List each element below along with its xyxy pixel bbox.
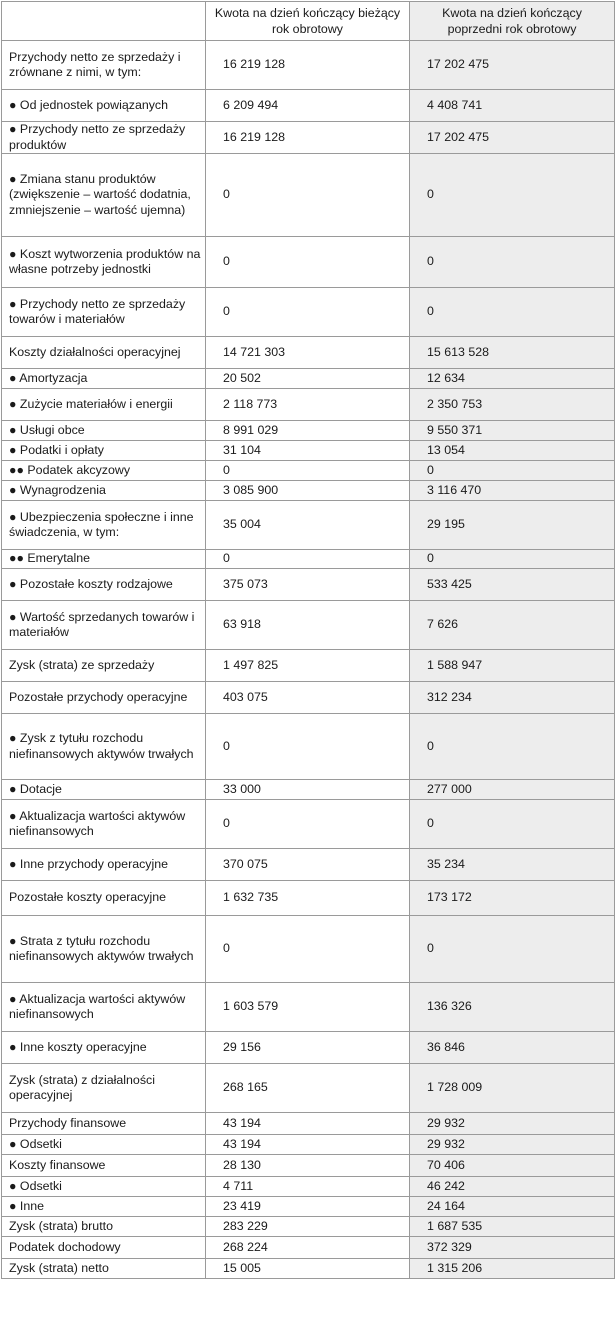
- previous-year-value: 2 350 753: [410, 389, 615, 421]
- current-year-value: 0: [206, 154, 410, 237]
- table-row: [2, 682, 615, 714]
- current-year-value: 268 224: [206, 1237, 410, 1259]
- current-year-value: 0: [206, 288, 410, 337]
- current-year-value: 33 000: [206, 780, 410, 800]
- current-year-value: 43 194: [206, 1135, 410, 1155]
- table-row: [2, 714, 615, 780]
- table-row: [2, 550, 615, 569]
- row-label: Zysk (strata) ze sprzedaży: [2, 650, 206, 682]
- previous-year-value: 17 202 475: [410, 41, 615, 90]
- table-row: [2, 1259, 615, 1279]
- current-year-value: 3 085 900: [206, 481, 410, 501]
- current-year-value: 0: [206, 237, 410, 288]
- previous-year-value: 312 234: [410, 682, 615, 714]
- financial-statement-table: [1, 1, 615, 1279]
- table-row: [2, 569, 615, 601]
- previous-year-value: 372 329: [410, 1237, 615, 1259]
- table-row: [2, 849, 615, 881]
- row-label: Przychody netto ze sprzedaży i zrównane z nimi, w tym:: [2, 41, 206, 90]
- table-row: [2, 389, 615, 421]
- row-label: ● Zużycie materiałów i energii: [2, 389, 206, 421]
- table-row: [2, 1237, 615, 1259]
- row-label: ● Odsetki: [2, 1135, 206, 1155]
- table-row: [2, 288, 615, 337]
- current-year-value: 268 165: [206, 1064, 410, 1113]
- row-label: Zysk (strata) brutto: [2, 1217, 206, 1237]
- row-label: ● Inne koszty operacyjne: [2, 1032, 206, 1064]
- row-label: Zysk (strata) netto: [2, 1259, 206, 1279]
- row-label: ● Koszt wytworzenia produktów na własne potrzeby jednostki: [2, 237, 206, 288]
- current-year-value: 370 075: [206, 849, 410, 881]
- previous-year-value: 173 172: [410, 881, 615, 916]
- row-label: Koszty finansowe: [2, 1155, 206, 1177]
- current-year-value: 1 497 825: [206, 650, 410, 682]
- previous-year-value: 15 613 528: [410, 337, 615, 369]
- previous-year-value: 0: [410, 288, 615, 337]
- previous-year-value: 136 326: [410, 983, 615, 1032]
- table-row: [2, 601, 615, 650]
- row-label: ● Amortyzacja: [2, 369, 206, 389]
- header-current-year: Kwota na dzień kończący bieżący rok obrotowy: [206, 2, 410, 41]
- current-year-value: 0: [206, 461, 410, 481]
- row-label: ● Ubezpieczenia społeczne i inne świadczenia, w tym:: [2, 501, 206, 550]
- table-row: [2, 481, 615, 501]
- current-year-value: 35 004: [206, 501, 410, 550]
- row-label: ● Usługi obce: [2, 421, 206, 441]
- row-label: ●● Emerytalne: [2, 550, 206, 569]
- previous-year-value: 29 195: [410, 501, 615, 550]
- previous-year-value: 46 242: [410, 1177, 615, 1197]
- table-row: [2, 90, 615, 122]
- previous-year-value: 0: [410, 550, 615, 569]
- current-year-value: 29 156: [206, 1032, 410, 1064]
- current-year-value: 0: [206, 916, 410, 983]
- row-label: ●● Podatek akcyzowy: [2, 461, 206, 481]
- table-row: [2, 1177, 615, 1197]
- current-year-value: 1 632 735: [206, 881, 410, 916]
- current-year-value: 20 502: [206, 369, 410, 389]
- row-label: ● Wynagrodzenia: [2, 481, 206, 501]
- previous-year-value: 0: [410, 714, 615, 780]
- table-row: [2, 1135, 615, 1155]
- current-year-value: 16 219 128: [206, 122, 410, 154]
- previous-year-value: 1 588 947: [410, 650, 615, 682]
- current-year-value: 8 991 029: [206, 421, 410, 441]
- table-row: [2, 501, 615, 550]
- table-row: [2, 237, 615, 288]
- current-year-value: 1 603 579: [206, 983, 410, 1032]
- previous-year-value: 1 687 535: [410, 1217, 615, 1237]
- current-year-value: 0: [206, 714, 410, 780]
- table-row: [2, 881, 615, 916]
- row-label: ● Strata z tytułu rozchodu niefinansowych aktywów trwałych: [2, 916, 206, 983]
- table-row: [2, 983, 615, 1032]
- table-row: [2, 1197, 615, 1217]
- previous-year-value: 0: [410, 916, 615, 983]
- previous-year-value: 4 408 741: [410, 90, 615, 122]
- table-row: [2, 421, 615, 441]
- previous-year-value: 533 425: [410, 569, 615, 601]
- row-label: Koszty działalności operacyjnej: [2, 337, 206, 369]
- row-label: ● Aktualizacja wartości aktywów niefinansowych: [2, 800, 206, 849]
- table-row: [2, 916, 615, 983]
- previous-year-value: 13 054: [410, 441, 615, 461]
- table-row: [2, 1155, 615, 1177]
- previous-year-value: 12 634: [410, 369, 615, 389]
- current-year-value: 0: [206, 800, 410, 849]
- current-year-value: 43 194: [206, 1113, 410, 1135]
- current-year-value: 14 721 303: [206, 337, 410, 369]
- current-year-value: 15 005: [206, 1259, 410, 1279]
- row-label: ● Inne przychody operacyjne: [2, 849, 206, 881]
- table-row: [2, 1113, 615, 1135]
- header-row: [2, 2, 615, 41]
- previous-year-value: 0: [410, 461, 615, 481]
- previous-year-value: 7 626: [410, 601, 615, 650]
- previous-year-value: 17 202 475: [410, 122, 615, 154]
- header-previous-year: Kwota na dzień kończący poprzedni rok obrotowy: [410, 2, 615, 41]
- previous-year-value: 70 406: [410, 1155, 615, 1177]
- current-year-value: 403 075: [206, 682, 410, 714]
- current-year-value: 31 104: [206, 441, 410, 461]
- table-row: [2, 1217, 615, 1237]
- previous-year-value: 36 846: [410, 1032, 615, 1064]
- current-year-value: 28 130: [206, 1155, 410, 1177]
- previous-year-value: 29 932: [410, 1113, 615, 1135]
- row-label: Przychody finansowe: [2, 1113, 206, 1135]
- row-label: Pozostałe koszty operacyjne: [2, 881, 206, 916]
- current-year-value: 0: [206, 550, 410, 569]
- previous-year-value: 277 000: [410, 780, 615, 800]
- row-label: ● Wartość sprzedanych towarów i materiałów: [2, 601, 206, 650]
- previous-year-value: 3 116 470: [410, 481, 615, 501]
- previous-year-value: 0: [410, 800, 615, 849]
- previous-year-value: 24 164: [410, 1197, 615, 1217]
- table-row: [2, 1032, 615, 1064]
- header-label-cell: [2, 2, 206, 41]
- current-year-value: 375 073: [206, 569, 410, 601]
- table-row: [2, 650, 615, 682]
- table-row: [2, 441, 615, 461]
- previous-year-value: 0: [410, 154, 615, 237]
- table-row: [2, 800, 615, 849]
- row-label: ● Od jednostek powiązanych: [2, 90, 206, 122]
- row-label: ● Podatki i opłaty: [2, 441, 206, 461]
- table-row: [2, 780, 615, 800]
- table-row: [2, 1064, 615, 1113]
- row-label: ● Inne: [2, 1197, 206, 1217]
- row-label: Podatek dochodowy: [2, 1237, 206, 1259]
- row-label: ● Przychody netto ze sprzedaży towarów i materiałów: [2, 288, 206, 337]
- previous-year-value: 35 234: [410, 849, 615, 881]
- current-year-value: 4 711: [206, 1177, 410, 1197]
- previous-year-value: 1 315 206: [410, 1259, 615, 1279]
- current-year-value: 23 419: [206, 1197, 410, 1217]
- table-row: [2, 122, 615, 154]
- table-row: [2, 154, 615, 237]
- previous-year-value: 0: [410, 237, 615, 288]
- current-year-value: 283 229: [206, 1217, 410, 1237]
- previous-year-value: 29 932: [410, 1135, 615, 1155]
- row-label: ● Pozostałe koszty rodzajowe: [2, 569, 206, 601]
- current-year-value: 16 219 128: [206, 41, 410, 90]
- row-label: ● Odsetki: [2, 1177, 206, 1197]
- row-label: ● Dotacje: [2, 780, 206, 800]
- previous-year-value: 1 728 009: [410, 1064, 615, 1113]
- current-year-value: 63 918: [206, 601, 410, 650]
- row-label: ● Zysk z tytułu rozchodu niefinansowych aktywów trwałych: [2, 714, 206, 780]
- row-label: ● Aktualizacja wartości aktywów niefinansowych: [2, 983, 206, 1032]
- current-year-value: 6 209 494: [206, 90, 410, 122]
- row-label: ● Przychody netto ze sprzedaży produktów: [2, 122, 206, 154]
- row-label: ● Zmiana stanu produktów (zwiększenie – wartość dodatnia, zmniejszenie – wartość ujemna): [2, 154, 206, 237]
- row-label: Pozostałe przychody operacyjne: [2, 682, 206, 714]
- table-row: [2, 337, 615, 369]
- table-row: [2, 41, 615, 90]
- current-year-value: 2 118 773: [206, 389, 410, 421]
- table-row: [2, 461, 615, 481]
- previous-year-value: 9 550 371: [410, 421, 615, 441]
- table-row: [2, 369, 615, 389]
- row-label: Zysk (strata) z działalności operacyjnej: [2, 1064, 206, 1113]
